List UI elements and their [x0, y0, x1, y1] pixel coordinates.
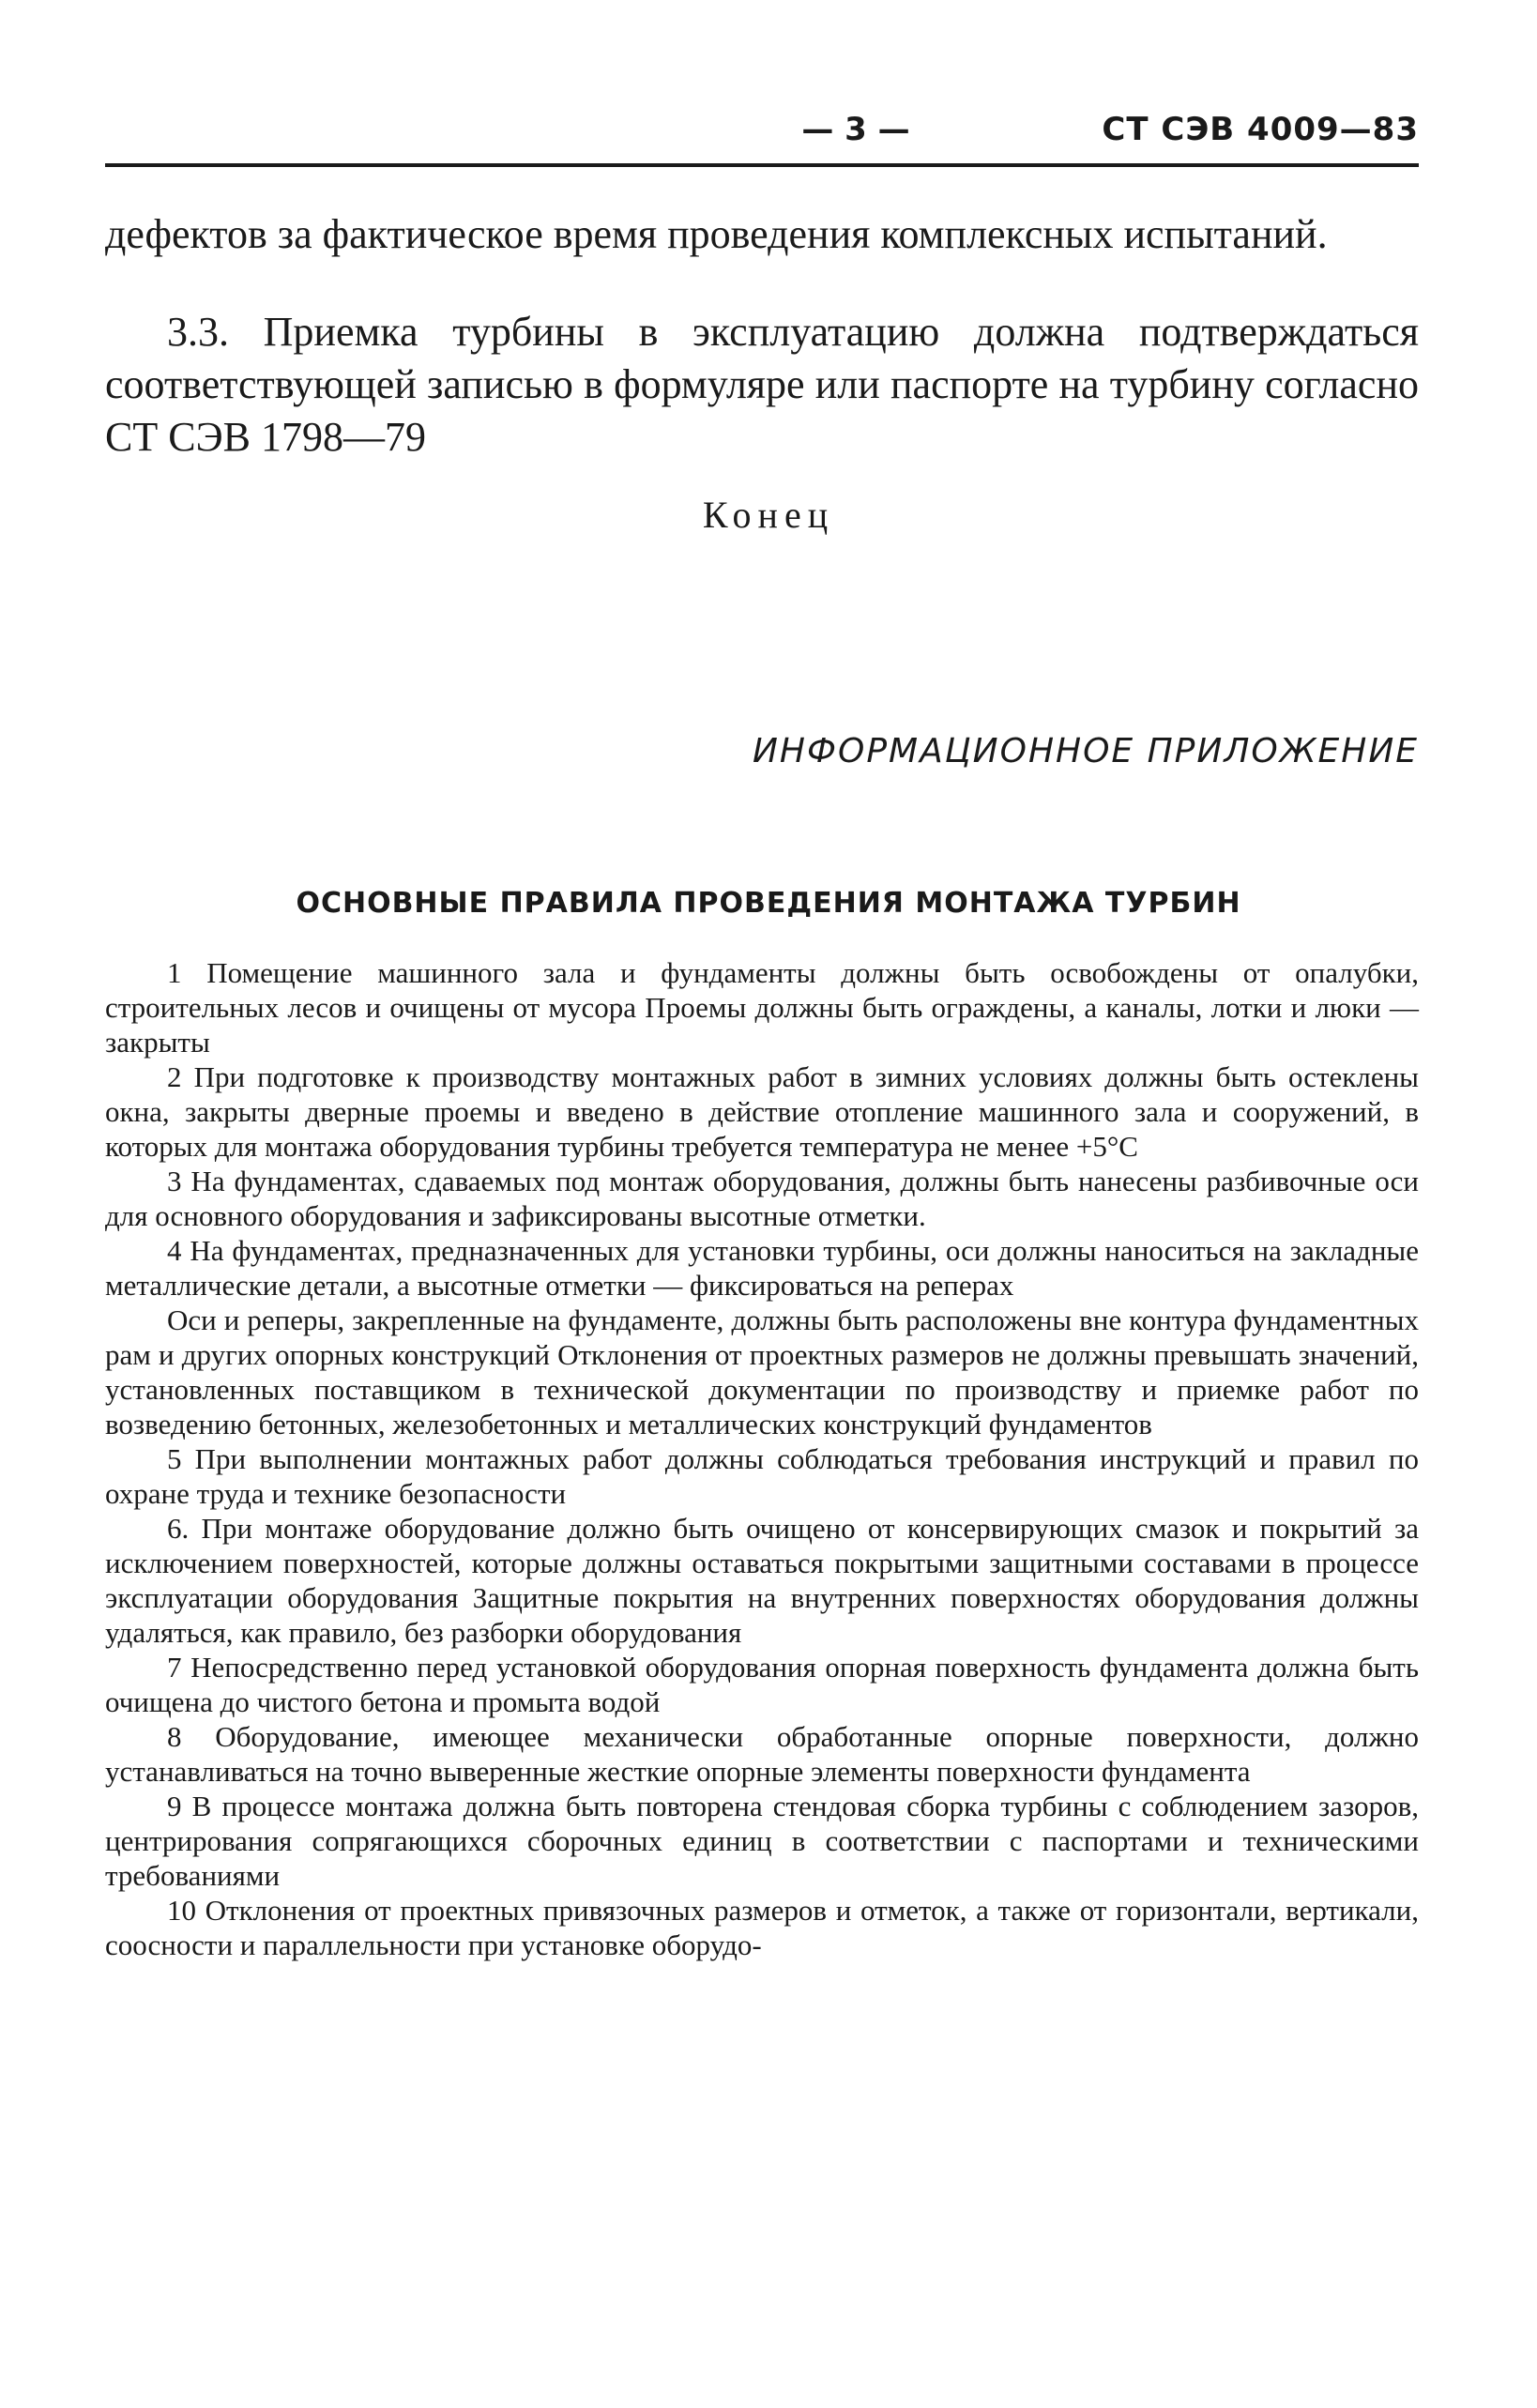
- appendix-label: ИНФОРМАЦИОННОЕ ПРИЛОЖЕНИЕ: [753, 732, 1419, 770]
- rule-paragraph: 2 При подготовке к производству монтажных работ в зимних условиях должны быть остеклены окна, закрыты дверные проемы и введено в действие отопление машинного зала и сооружений, в которых для монтажа оборудования турбины требуется температура не менее +5°С: [105, 1060, 1419, 1163]
- clause-3-3: 3.3. Приемка турбины в эксплуатацию должна подтверждаться соответствующей записью в формуляре или паспорте на турбину согласно СТ СЭВ 1798—79: [105, 309, 1419, 460]
- end-marker: Конец: [702, 494, 835, 536]
- rule-paragraph: 3 На фундаментах, сдаваемых под монтаж оборудования, должны быть нанесены разбивочные оси для основного оборудования и зафиксированы высотные отметки.: [105, 1165, 1419, 1232]
- rule-paragraph: 1 Помещение машинного зала и фундаменты должны быть освобождены от опалубки, строительных лесов и очищены от мусора Проемы должны быть ограждены, а каналы, лотки и люки — закрыты: [105, 956, 1419, 1059]
- rule-paragraph: 6. При монтаже оборудование должно быть очищено от консервирующих смазок и покрытий за исключением поверхностей, которые должны оставаться покрытыми защитными составами в процессе эксплуатации оборудования Защитные покрытия на внутренних поверхностях оборудования должны удаляться, как правило, без разборки оборудования: [105, 1512, 1419, 1649]
- standard-code: СТ СЭВ 4009—83: [1102, 111, 1419, 148]
- rules-list: [105, 955, 1419, 1962]
- section-title: ОСНОВНЫЕ ПРАВИЛА ПРОВЕДЕНИЯ МОНТАЖА ТУРБИН: [296, 887, 1241, 920]
- page-header: [105, 111, 1419, 167]
- rule-paragraph: 7 Непосредственно перед установкой оборудования опорная поверхность фундамента должна быть очищена до чистого бетона и промыта водой: [105, 1651, 1419, 1718]
- rule-paragraph: 8 Оборудование, имеющее механически обработанные опорные поверхности, должно устанавливаться на точно выверенные жесткие опорные элементы поверхности фундамента: [105, 1720, 1419, 1788]
- intro-paragraph-continuation: дефектов за фактическое время проведения комплексных испытаний.: [105, 211, 1328, 257]
- rule-paragraph: 4 На фундаментах, предназначенных для установки турбины, оси должны наноситься на закладные металлические детали, а высотные отметки — фиксироваться на реперах: [105, 1234, 1419, 1302]
- rule-paragraph: Оси и реперы, закрепленные на фундаменте, должны быть расположены вне контура фундаментных рам и других опорных конструкций Отклонения от проектных размеров не должны превышать значений, установленных поставщиком в технической документации по производству и приемке работ по возведению бетонных, железобетонных и металлических конструкций фундаментов: [105, 1303, 1419, 1440]
- header-divider: [105, 163, 1419, 167]
- rule-paragraph: 9 В процессе монтажа должна быть повторена стендовая сборка турбины с соблюдением зазоров, центрирования сопрягающихся сборочных единиц в соответствии с паспортами и техническими требованиями: [105, 1790, 1419, 1892]
- page-number: — 3 —: [801, 111, 910, 148]
- rule-paragraph: 5 При выполнении монтажных работ должны соблюдаться требования инструкций и правил по охране труда и технике безопасности: [105, 1442, 1419, 1510]
- rule-paragraph: 10 Отклонения от проектных привязочных размеров и отметок, а также от горизонтали, вертикали, соосности и параллельности при установке оборудо-: [105, 1894, 1419, 1961]
